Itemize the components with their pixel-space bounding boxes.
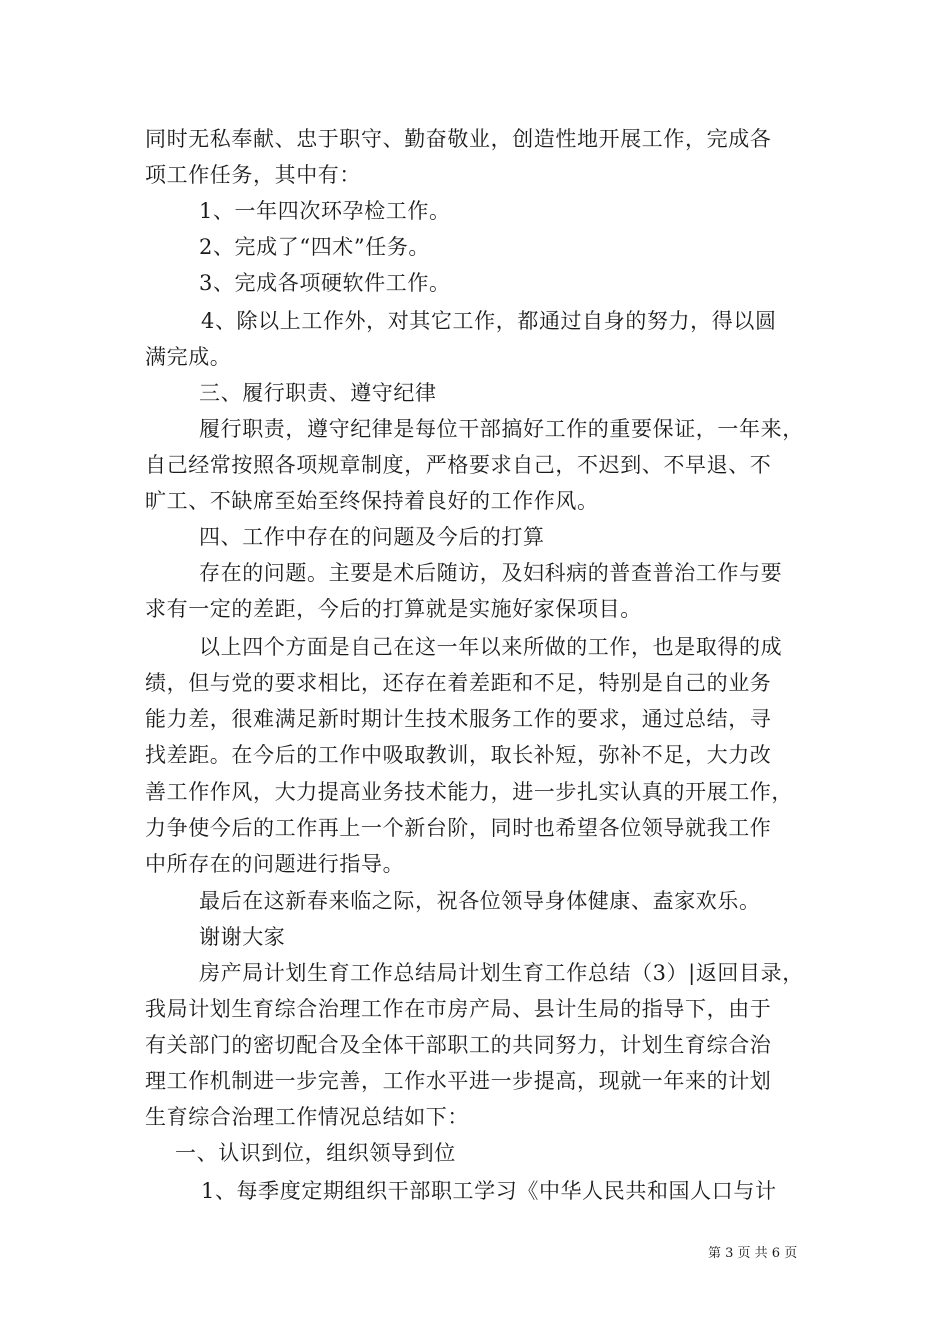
text-line: 项工作任务，其中有： <box>145 163 361 187</box>
list-item: 3、完成各项硬软件工作。 <box>199 271 451 295</box>
text-line: 找差距。在今后的工作中吸取教训，取长补短，弥补不足，大力改 <box>145 743 772 767</box>
list-item: 1、一年四次环孕检工作。 <box>199 199 451 223</box>
list-item: 4、除以上工作外，对其它工作，都通过自身的努力，得以圆 <box>201 309 777 333</box>
text-line: 有关部门的密切配合及全体干部职工的共同努力，计划生育综合治 <box>145 1033 772 1057</box>
text-line: 履行职责，遵守纪律是每位干部搞好工作的重要保证，一年来， <box>199 417 804 441</box>
list-item: 2、完成了“四术”任务。 <box>199 235 431 259</box>
text-line: 力争使今后的工作再上一个新台阶，同时也希望各位领导就我工作 <box>145 816 772 840</box>
text-line: 旷工、不缺席至始至终保持着良好的工作作风。 <box>145 489 599 513</box>
text-line: 能力差，很难满足新时期计生技术服务工作的要求，通过总结，寻 <box>145 707 772 731</box>
text-line: 中所存在的问题进行指导。 <box>145 852 405 876</box>
list-item: 1、每季度定期组织干部职工学习《中华人民共和国人口与计 <box>201 1179 777 1203</box>
page-number: 第 3 页 共 6 页 <box>708 1246 798 1261</box>
section-heading: 一、认识到位，组织领导到位 <box>175 1141 456 1165</box>
text-line: 最后在这新春来临之际，祝各位领导身体健康、盍家欢乐。 <box>199 889 761 913</box>
text-line: 绩，但与党的要求相比，还存在着差距和不足，特别是自己的业务 <box>145 671 772 695</box>
text-line: 满完成。 <box>145 345 232 369</box>
text-line: 自己经常按照各项规章制度，严格要求自己，不迟到、不早退、不 <box>145 453 772 477</box>
text-line: 善工作作风，大力提高业务技术能力，进一步扎实认真的开展工作， <box>145 780 793 804</box>
text-line: 房产局计划生育工作总结局计划生育工作总结（3）|返回目录， <box>199 961 804 985</box>
text-line: 存在的问题。主要是术后随访，及妇科病的普查普治工作与要 <box>199 561 783 585</box>
text-line: 理工作机制进一步完善，工作水平进一步提高，现就一年来的计划 <box>145 1069 772 1093</box>
text-line: 以上四个方面是自己在这一年以来所做的工作，也是取得的成 <box>199 635 783 659</box>
text-line: 我局计划生育综合治理工作在市房产局、县计生局的指导下，由于 <box>145 997 772 1021</box>
section-heading: 三、履行职责、遵守纪律 <box>199 381 437 405</box>
text-line: 谢谢大家 <box>199 925 286 949</box>
text-line: 生育综合治理工作情况总结如下： <box>145 1105 469 1129</box>
text-line: 求有一定的差距，今后的打算就是实施好家保项目。 <box>145 597 642 621</box>
text-line: 同时无私奉献、忠于职守、勤奋敬业，创造性地开展工作，完成各 <box>145 127 772 151</box>
section-heading: 四、工作中存在的问题及今后的打算 <box>199 525 545 549</box>
